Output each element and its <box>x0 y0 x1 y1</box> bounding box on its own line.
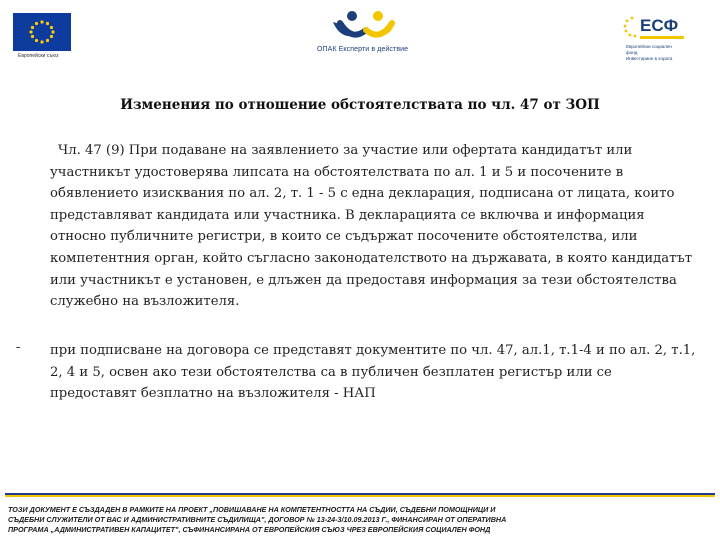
footer-disclaimer <box>8 505 713 535</box>
paragraph-line: служебно на възложителя. <box>50 294 240 310</box>
esf-underline <box>640 36 684 39</box>
eu-stars-icon <box>13 13 71 51</box>
esf-caption-line: фонд <box>626 50 638 55</box>
footer-line: ТОЗИ ДОКУМЕНТ Е СЪЗДАДЕН В РАМКИТЕ НА ПРОЕКТ „ПОВИШАВАНЕ НА КОМПЕТЕНТНОСТТА НА СЪДИИ, СЪДЕБНИ ПОМОЩНИЦИ И <box>8 505 496 514</box>
bullet-line: предоставят безплатно на възложителя - НАП <box>50 386 376 402</box>
esf-caption-line: Европейски социален <box>626 44 672 49</box>
bullet-line: 2, 4 и 5, освен ако тези обстоятелства са в публичен безплатен регистър или се <box>50 364 612 380</box>
paragraph-line: относно публичните регистри, в които се съдържат посочените обстоятелства, или <box>50 229 638 245</box>
paragraph-line: Чл. 47 (9) При подаване на заявлението за участие или офертата кандидатът или <box>58 143 633 158</box>
bullet-marker: - <box>16 340 21 355</box>
paragraph-line: или участникът е установен, е длъжен да предоставя информация за тези обстоятелства <box>50 272 677 288</box>
paragraph-line: участникът удостоверява липсата на обстоятелствата по ал. 1 и 5 и посочените в <box>50 164 624 180</box>
bullet-paragraph <box>50 340 715 405</box>
eu-caption: Европейски съюз <box>18 53 59 59</box>
paragraph-line: компетентния орган, който съгласно законодателството на държавата, в която кандидатът <box>50 250 693 266</box>
footer-line: СЪДЕБНИ СЛУЖИТЕЛИ ОТ ВАС И АДМИНИСТРАТИВНИТЕ СЪДИЛИЩА", ДОГОВОР № 13-24-3/10.09.2013 Г., ФИНАНСИРАН ОТ ОПЕРАТИВНА <box>8 515 507 524</box>
bullet-line: при подписване на договора се представят документите по чл. 47, ал.1, т.1-4 и по ал. 2, т.1, <box>50 343 696 358</box>
footer-divider-yellow <box>5 495 715 497</box>
page-title: Изменения по отношение обстоятелствата по чл. 47 от ЗОП <box>120 97 600 113</box>
article-paragraph <box>50 140 705 313</box>
paragraph-line: обявлението изисквания по ал. 2, т. 1 - 5 с една декларация, подписана от лицата, които <box>50 186 675 202</box>
opak-figures-icon <box>300 10 430 46</box>
opak-caption: ОПАК Експерти в действие <box>317 46 409 53</box>
esf-label: ЕСФ <box>640 16 679 35</box>
esf-caption <box>626 44 696 62</box>
footer-divider <box>5 493 715 497</box>
eu-flag <box>13 13 71 51</box>
esf-caption-line: Инвестиране в хората <box>626 56 673 61</box>
paragraph-line: представляват кандидата или участника. В декларацията се включва и информация <box>50 207 645 223</box>
eu-flag-logo <box>13 13 71 53</box>
footer-line: ПРОГРАМА „АДМИНИСТРАТИВЕН КАПАЦИТЕТ", СЪФИНАНСИРАНА ОТ ЕВРОПЕЙСКИЯ СЪЮЗ ЧРЕЗ ЕВРОПЕЙСКИЯ СОЦИАЛЕН ФОНД <box>8 525 491 534</box>
